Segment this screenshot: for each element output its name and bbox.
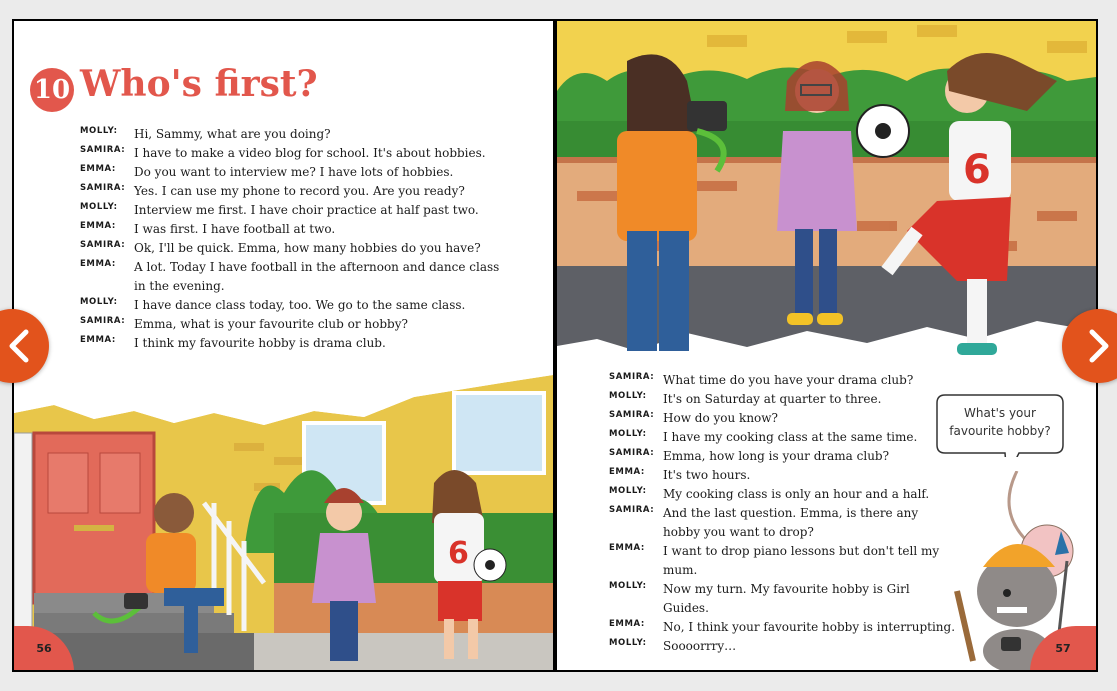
chevron-right-icon [1078, 326, 1117, 366]
speaker-name: SAMIRA: [80, 145, 126, 155]
left-page [14, 21, 553, 670]
dialogue-line [80, 239, 510, 258]
dialogue-line [609, 542, 959, 580]
speaker-name: EMMA: [80, 335, 116, 345]
speech-text: A lot. Today I have football in the afternoon and dance class in the evening. [134, 260, 500, 293]
emma-shirt-number-left: 6 [448, 536, 469, 571]
speaker-name: MOLLY: [609, 638, 647, 648]
speech-text: It's two hours. [663, 468, 751, 482]
dialogue-line [609, 466, 959, 485]
speaker-name: MOLLY: [609, 581, 647, 591]
speaker-name: SAMIRA: [609, 505, 655, 515]
right-dialogue [609, 371, 959, 656]
right-illustration [557, 21, 1096, 366]
speech-text: Soooorrry… [663, 639, 737, 653]
speech-text: Emma, how long is your drama club? [663, 449, 890, 463]
speaker-name: MOLLY: [609, 429, 647, 439]
dialogue-line [609, 409, 959, 428]
speech-text: I have dance class today, too. We go to the same class. [134, 298, 466, 312]
dialogue-line [80, 220, 510, 239]
page-number-left: 56 [14, 626, 74, 670]
speaker-name: EMMA: [80, 259, 116, 269]
emma-shirt-number-right: 6 [963, 147, 991, 193]
speech-text: Hi, Sammy, what are you doing? [134, 127, 331, 141]
speech-text: Do you want to interview me? I have lots of hobbies. [134, 165, 454, 179]
speech-text: I have my cooking class at the same time. [663, 430, 918, 444]
speaker-name: SAMIRA: [609, 410, 655, 420]
speaker-name: SAMIRA: [80, 240, 126, 250]
speaker-name: SAMIRA: [609, 372, 655, 382]
right-page [557, 21, 1096, 670]
speech-text: How do you know? [663, 411, 778, 425]
dialogue-line [609, 485, 959, 504]
speaker-name: MOLLY: [609, 486, 647, 496]
book-spread [12, 19, 1098, 672]
speaker-name: EMMA: [609, 543, 645, 553]
dialogue-line [609, 447, 959, 466]
speaker-name: EMMA: [609, 619, 645, 629]
dialogue-line [80, 201, 510, 220]
speaker-name: MOLLY: [80, 126, 118, 136]
speech-text: Emma, what is your favourite club or hobby? [134, 317, 408, 331]
speech-text: I think my favourite hobby is drama club. [134, 336, 386, 350]
speaker-name: MOLLY: [80, 297, 118, 307]
speech-text: My cooking class is only an hour and a half. [663, 487, 930, 501]
dialogue-line [609, 580, 959, 618]
dialogue-line [609, 371, 959, 390]
speech-text: It's on Saturday at quarter to three. [663, 392, 882, 406]
speech-text: Interview me first. I have choir practice at half past two. [134, 203, 479, 217]
speech-text: And the last question. Emma, is there any hobby you want to drop? [663, 506, 919, 539]
speech-text: I have to make a video blog for school. It's about hobbies. [134, 146, 486, 160]
dialogue-line [80, 182, 510, 201]
dialogue-line [80, 258, 510, 296]
football-scene-illustration [557, 21, 1096, 366]
speech-text: I was first. I have football at two. [134, 222, 336, 236]
chapter-number-badge: 10 [30, 68, 74, 112]
speech-bubble-text: What's your favourite hobby? [949, 406, 1051, 438]
left-illustration [14, 353, 553, 670]
dialogue-line [80, 144, 510, 163]
dialogue-line [609, 504, 959, 542]
dialogue-line [80, 315, 510, 334]
speaker-name: MOLLY: [609, 391, 647, 401]
speaker-name: SAMIRA: [80, 183, 126, 193]
page-number-right: 57 [1030, 626, 1096, 670]
speaker-name: MOLLY: [80, 202, 118, 212]
speech-text: Now my turn. My favourite hobby is Girl Guides. [663, 582, 910, 615]
chevron-left-icon [0, 326, 40, 366]
speech-text: No, I think your favourite hobby is interrupting. [663, 620, 956, 634]
speaker-name: EMMA: [80, 164, 116, 174]
dialogue-line [609, 428, 959, 447]
dialogue-line [609, 637, 959, 656]
dialogue-line [80, 296, 510, 315]
dialogue-line [80, 125, 510, 144]
speaker-name: SAMIRA: [609, 448, 655, 458]
dialogue-line [80, 163, 510, 182]
speaker-name: SAMIRA: [80, 316, 126, 326]
chapter-title: Who's first? [80, 63, 318, 105]
speaker-name: EMMA: [609, 467, 645, 477]
speech-text: I want to drop piano lessons but don't tell my mum. [663, 544, 940, 577]
left-dialogue [80, 125, 510, 391]
speech-text: Yes. I can use my phone to record you. Are you ready? [134, 184, 465, 198]
speaker-name: EMMA: [80, 221, 116, 231]
street-scene-illustration [14, 353, 553, 670]
speech-text: What time do you have your drama club? [663, 373, 914, 387]
speech-text: Ok, I'll be quick. Emma, how many hobbies do you have? [134, 241, 481, 255]
dialogue-line [80, 334, 510, 353]
dialogue-line [609, 390, 959, 409]
dialogue-line [609, 618, 959, 637]
